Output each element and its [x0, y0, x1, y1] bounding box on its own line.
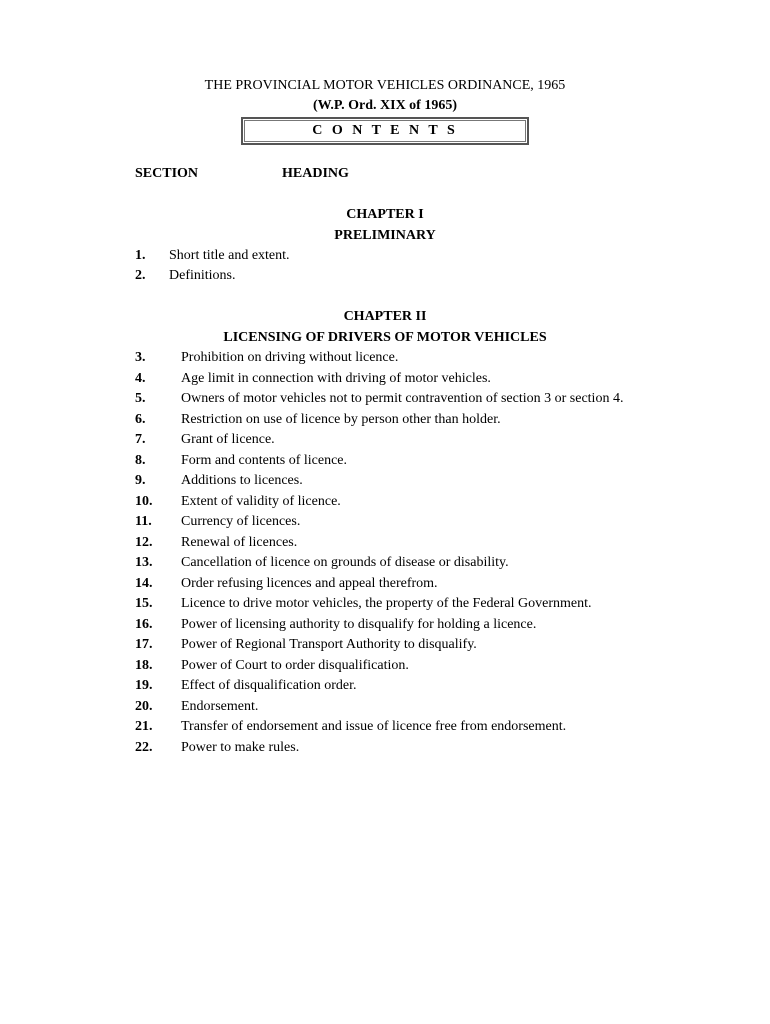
- toc-entry: [135, 553, 695, 573]
- toc-entry: [135, 389, 695, 409]
- section-heading: Power of licensing authority to disqualify for holding a licence.: [181, 616, 537, 632]
- section-heading: Renewal of licences.: [181, 534, 298, 550]
- toc-entry: [135, 348, 695, 368]
- document-title: THE PROVINCIAL MOTOR VEHICLES ORDINANCE, 1965: [204, 78, 566, 93]
- section-number: 16.: [135, 616, 153, 632]
- toc-entry: [135, 430, 695, 450]
- section-number: 9.: [135, 473, 146, 488]
- toc-entry: [135, 266, 695, 286]
- toc-entry: [135, 533, 695, 553]
- section-heading: Order refusing licences and appeal therefrom.: [181, 575, 438, 591]
- section-number: 11.: [135, 514, 152, 529]
- section-number: 14.: [135, 575, 153, 591]
- chapter-1-title: PRELIMINARY: [334, 228, 436, 243]
- section-heading: Cancellation of licence on grounds of disease or disability.: [181, 555, 509, 570]
- section-number: 19.: [135, 678, 153, 693]
- chapter-2-number: CHAPTER II: [343, 309, 427, 324]
- section-heading: Endorsement.: [181, 698, 259, 714]
- toc-entry: [135, 738, 695, 758]
- section-number: 13.: [135, 555, 153, 570]
- toc-entry: [135, 594, 695, 614]
- section-heading: Licence to drive motor vehicles, the property of the Federal Government.: [181, 596, 592, 611]
- section-number: 17.: [135, 637, 153, 652]
- section-number: 21.: [135, 719, 153, 734]
- section-number: 1.: [135, 248, 146, 263]
- toc-entry: [135, 676, 695, 696]
- toc-entry: [135, 574, 695, 594]
- toc-entry: [135, 512, 695, 532]
- document-subtitle: (W.P. Ord. XIX of 1965): [312, 98, 458, 113]
- section-number: 5.: [135, 391, 146, 406]
- section-heading: Power of Court to order disqualification.: [181, 657, 409, 673]
- toc-entry: [135, 697, 695, 717]
- section-heading: Power to make rules.: [181, 739, 300, 755]
- toc-entry: [135, 615, 695, 635]
- section-heading: Power of Regional Transport Authority to disqualify.: [181, 637, 477, 652]
- section-heading: Prohibition on driving without licence.: [181, 350, 399, 365]
- toc-entry: [135, 656, 695, 676]
- section-number: 22.: [135, 739, 153, 755]
- toc-entry: [135, 471, 695, 491]
- toc-entry: [135, 451, 695, 471]
- toc-entry: [135, 492, 695, 512]
- section-number: 12.: [135, 534, 153, 550]
- section-number: 2.: [135, 268, 146, 283]
- heading-column-header: HEADING: [282, 166, 349, 181]
- section-number: 18.: [135, 657, 153, 673]
- toc-entry: [135, 635, 695, 655]
- section-number: 7.: [135, 432, 146, 447]
- section-heading: Effect of disqualification order.: [181, 678, 357, 693]
- toc-entry: [135, 369, 695, 389]
- section-heading: Additions to licences.: [181, 473, 303, 488]
- toc-entry: [135, 410, 695, 430]
- section-number: 10.: [135, 493, 153, 509]
- section-number: 20.: [135, 698, 153, 714]
- section-heading: Age limit in connection with driving of motor vehicles.: [181, 370, 491, 386]
- section-number: 8.: [135, 452, 146, 468]
- contents-heading-box: C O N T E N T S: [241, 117, 529, 145]
- section-heading: Extent of validity of licence.: [181, 493, 341, 509]
- section-number: 15.: [135, 596, 153, 611]
- section-heading: Transfer of endorsement and issue of licence free from endorsement.: [181, 719, 567, 734]
- section-number: 3.: [135, 350, 146, 365]
- section-heading: Form and contents of licence.: [181, 452, 348, 468]
- section-column-header: SECTION: [135, 166, 199, 181]
- section-heading: Definitions.: [169, 268, 236, 283]
- section-number: 6.: [135, 411, 146, 427]
- section-heading: Short title and extent.: [169, 248, 290, 263]
- toc-entry: [135, 717, 695, 737]
- section-heading: Owners of motor vehicles not to permit contravention of section 3 or section 4.: [181, 391, 624, 406]
- section-number: 4.: [135, 370, 146, 386]
- section-heading: Restriction on use of licence by person other than holder.: [181, 411, 501, 427]
- section-heading: Grant of licence.: [181, 432, 275, 447]
- chapter-1-number: CHAPTER I: [346, 207, 424, 222]
- chapter-2-title: LICENSING OF DRIVERS OF MOTOR VEHICLES: [223, 330, 547, 345]
- toc-entry: [135, 246, 695, 266]
- section-heading: Currency of licences.: [181, 514, 301, 529]
